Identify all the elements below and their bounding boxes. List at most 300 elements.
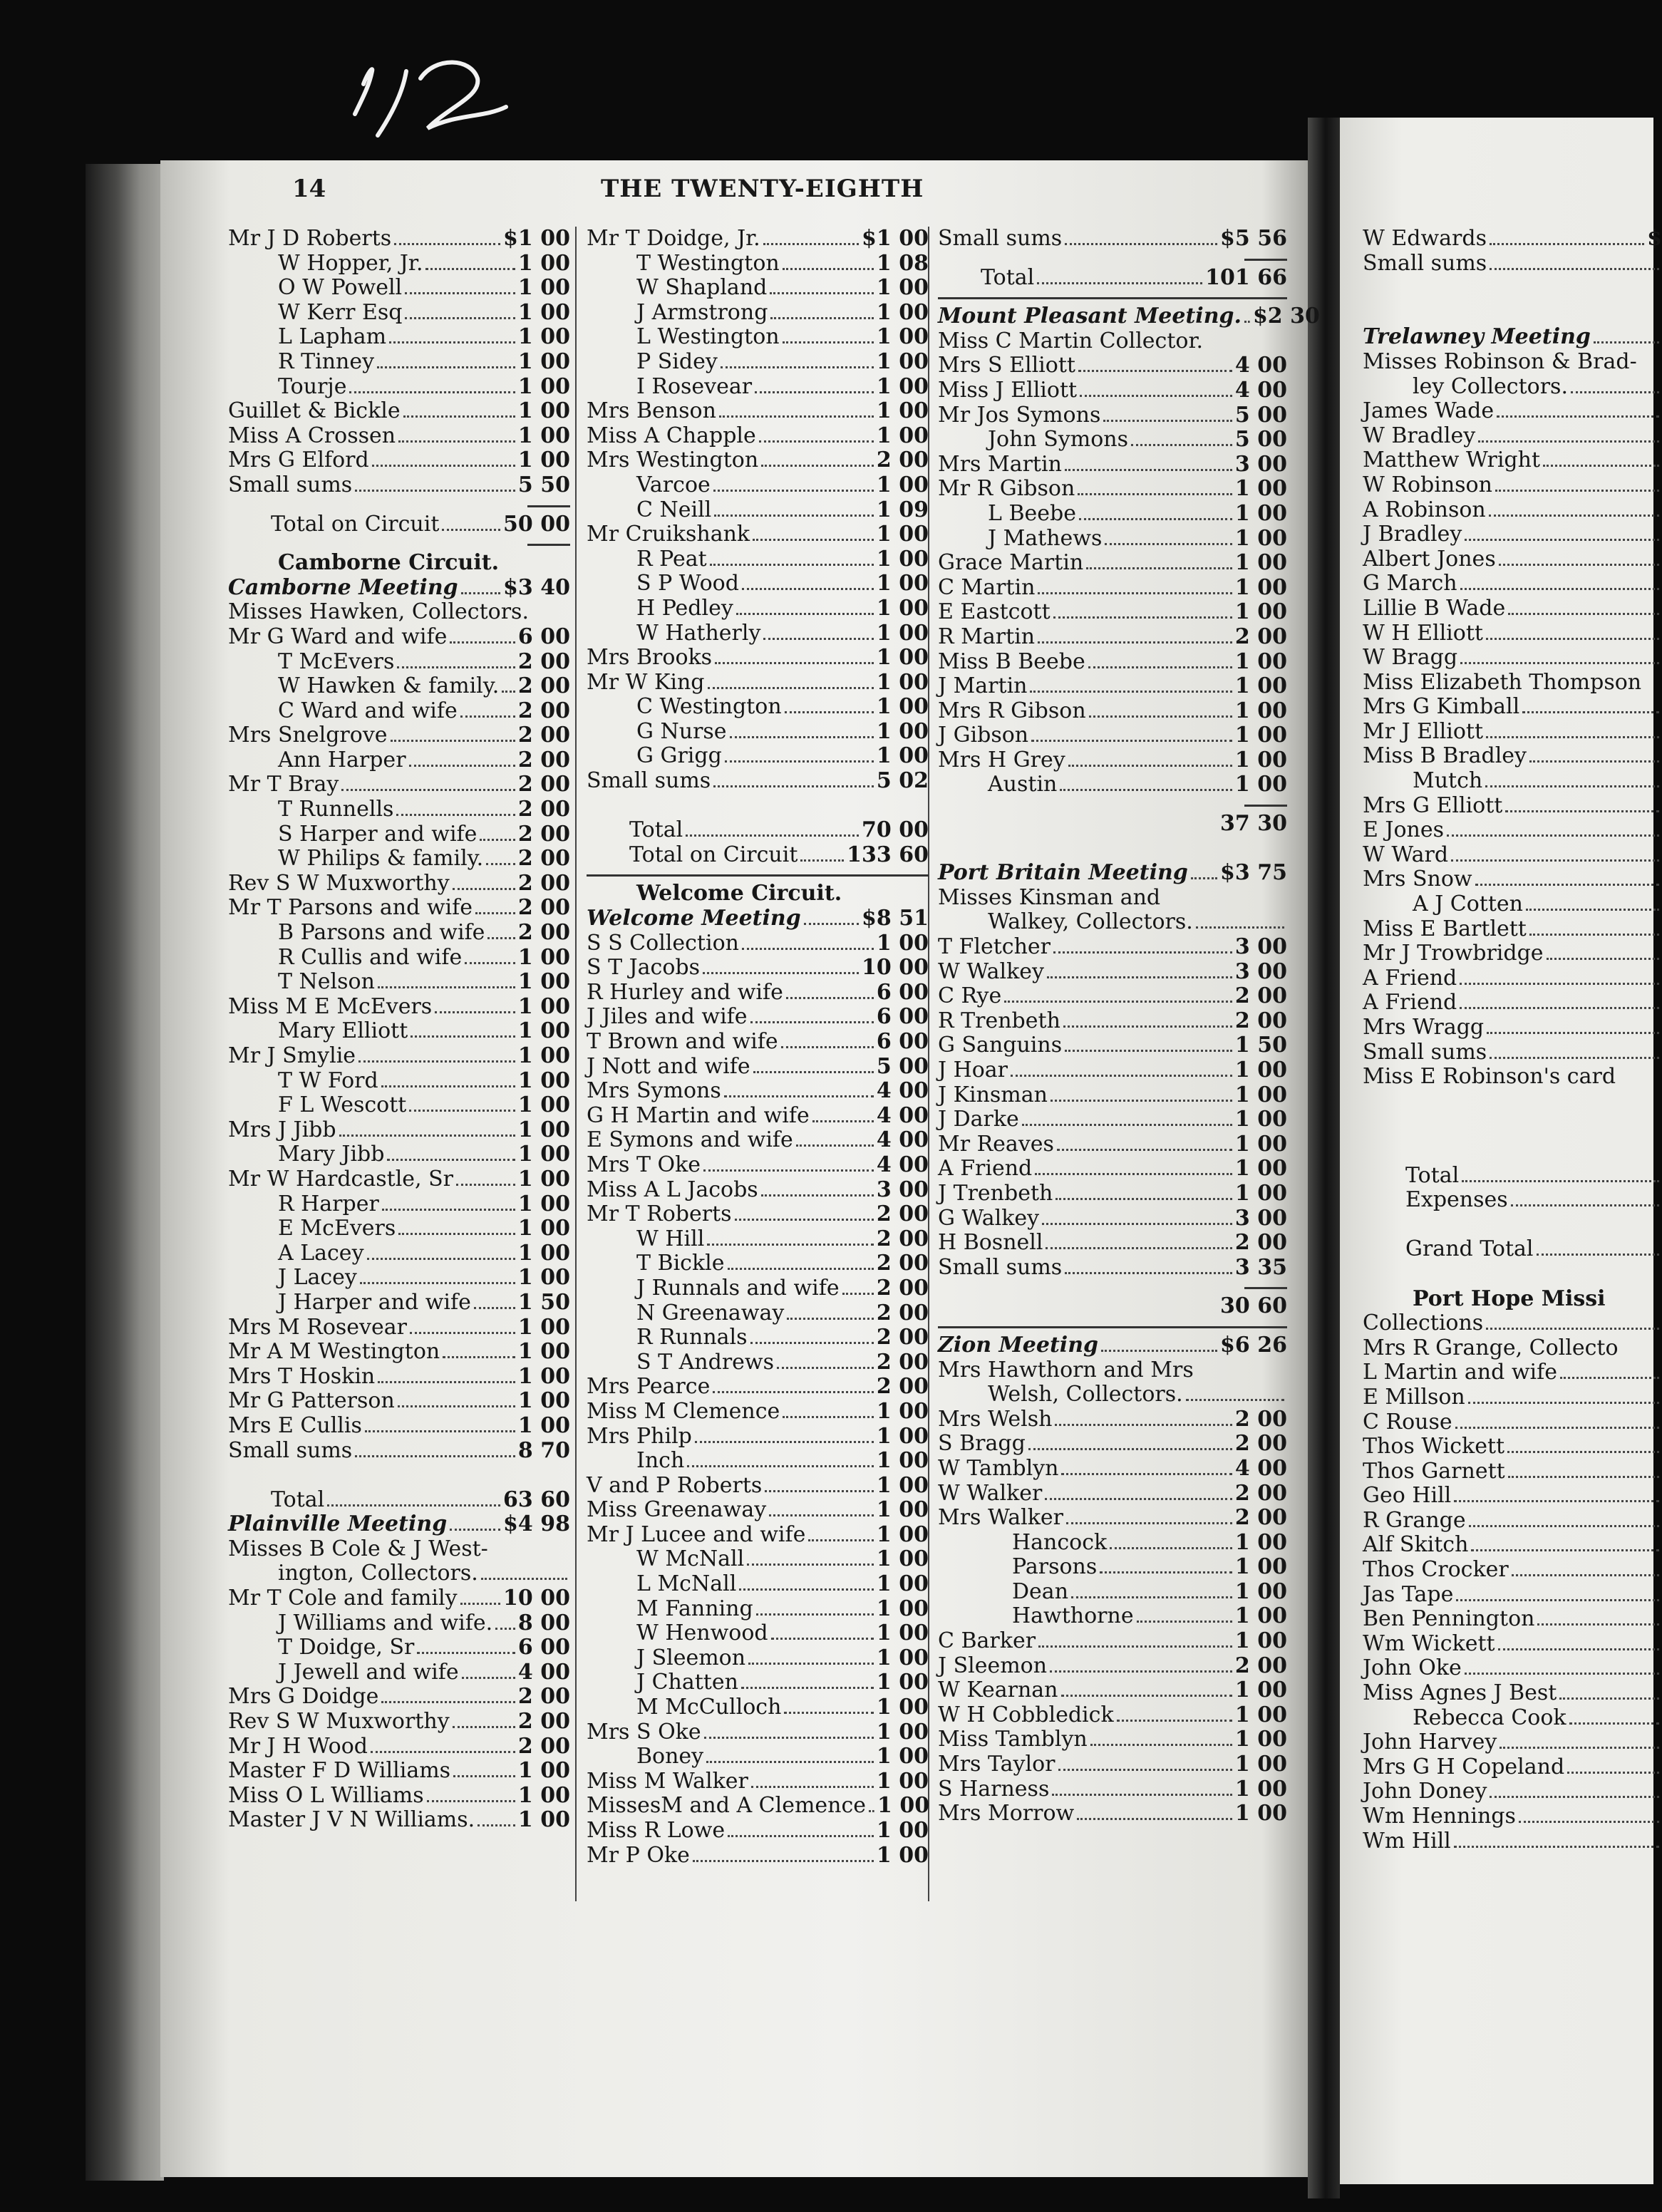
amount: 1 00 [876,1670,929,1695]
entry-row [587,1350,929,1375]
donor-name: Misses B Cole & J West- [228,1536,488,1561]
entry-row [1363,1730,1662,1755]
dot-leader [394,243,500,245]
donor-name: J Jiles and wife [587,1004,748,1030]
donor-name: Mrs G Elford [228,448,369,473]
dot-leader [1117,1720,1232,1722]
dot-leader [1465,1673,1659,1675]
donor-name: Miss Agnes J Best [1363,1680,1557,1706]
dot-leader [1508,1476,1659,1478]
dot-leader [377,366,515,368]
donor-name: Inch [636,1448,685,1474]
dot-leader [427,1800,515,1802]
amount: 1 00 [517,1388,570,1414]
donor-name: W McNall [636,1546,745,1572]
dot-leader [1105,543,1232,545]
dot-leader [706,1761,874,1763]
donor-name: Grand Total [1405,1236,1534,1262]
donor-name: W Bradley [1363,423,1476,448]
entry-row [228,921,570,946]
amount: 2 00 [517,723,570,748]
entry-row [1363,1558,1662,1583]
entry-row [587,424,929,449]
amount: 2 00 [876,1300,929,1325]
entry-row [228,1710,570,1735]
amount: 2 00 [517,747,570,772]
amount: 1 00 [1234,673,1287,699]
donor-name: Mr J Elliott [1363,718,1484,744]
donor-name: S Harper and wife [278,821,478,847]
donor-name: J Harper and wife [278,1289,471,1315]
dot-leader [1103,420,1232,422]
dot-leader [753,539,874,541]
amount: 1 00 [517,944,570,970]
entry-row [587,621,929,646]
donor-name: Camborne Meeting [228,574,458,600]
dot-leader [443,1356,515,1358]
dot-leader [355,490,515,492]
total-rule [938,1280,1287,1294]
entry-row [1363,1385,1662,1410]
donor-name: Mr W King [587,669,705,695]
entry-row [938,1432,1287,1457]
entry-row [1363,448,1662,473]
entry-row [228,1093,570,1118]
dot-leader [783,1416,874,1418]
amount: 3 35 [1234,1254,1287,1280]
donor-name: E Eastcott [938,599,1051,625]
dot-leader [405,317,515,319]
rule-line [1244,1287,1287,1289]
dot-leader [1537,1254,1659,1256]
entry-row [1363,867,1662,892]
donor-name: Mr J D Roberts [228,226,392,251]
dot-leader [748,1663,874,1665]
donor-name: G Nurse [636,718,727,744]
donor-name: Total on Circuit [629,842,798,867]
entry-row [938,960,1287,985]
dot-leader [1038,1645,1232,1648]
entry-row [587,1670,929,1695]
donor-name: Miss A Chapple [587,423,756,448]
donor-name: W Henwood [636,1621,768,1646]
total-row [587,818,929,843]
dot-leader [1490,1057,1659,1059]
amount: 1 00 [876,546,929,572]
entry-row [587,301,929,326]
entry-row [587,1005,929,1030]
total-row [1363,1164,1662,1189]
amount: 1 00 [1234,1678,1287,1703]
amount: 1 00 [1234,1554,1287,1580]
amount: $1 00 [503,226,570,251]
entry-row [228,1142,570,1167]
donor-name: J Runnals and wife [636,1275,840,1301]
donor-name: G H Martin and wife [587,1102,810,1128]
amount: 1 00 [517,969,570,995]
dot-leader [1086,567,1232,569]
dot-leader [465,962,515,964]
dot-leader [1053,616,1232,619]
dot-leader [730,736,874,738]
amount: $3 40 [503,574,570,600]
amount: 1 00 [876,324,929,350]
dot-leader [1569,1722,1659,1725]
total-rule [938,1319,1287,1333]
entry-row [938,1033,1287,1058]
entry-row [587,1425,929,1449]
entry-row [587,227,929,252]
entry-row [228,375,570,400]
dot-leader [1066,1522,1232,1524]
entry-row [938,650,1287,675]
donor-name: R Peat [636,546,707,572]
entry-row [587,1621,929,1646]
donor-name: Mrs G Doidge [228,1684,379,1710]
entry-row [587,572,929,596]
donor-name: Mrs Hawthorn and Mrs [938,1357,1194,1382]
amount: 1 00 [1234,1131,1287,1157]
entry-row [1363,1681,1662,1706]
dot-leader [411,1035,515,1038]
dot-leader [1487,1032,1659,1034]
entry-row [938,723,1287,748]
entry-row [938,1407,1287,1432]
donor-name: Mr P Oke [587,1842,690,1868]
donor-name: B Parsons and wife [278,920,485,946]
entry-row [228,1192,570,1217]
amount: 1 00 [1234,1801,1287,1826]
donor-name: C Rye [938,983,1002,1009]
donor-name: M McCulloch [636,1695,782,1720]
dot-leader [442,529,500,531]
donor-name: Trelawney Meeting [1363,324,1591,350]
donor-name: W Robinson [1363,472,1492,497]
donor-name: S T Andrews [636,1349,774,1375]
amount: 3 00 [1234,1205,1287,1231]
donor-name: Mrs Martin [938,451,1062,477]
donor-name: R Trenbeth [938,1008,1060,1033]
collector-line [1363,1336,1662,1361]
entry-row [938,1382,1287,1407]
dot-leader [1486,736,1659,738]
donor-name: Varcoe [636,472,711,497]
donor-name: Total [981,264,1035,290]
entry-row [587,1474,929,1499]
entry-row [938,1132,1287,1157]
dot-leader [735,1219,874,1221]
donor-name: Thos Wickett [1363,1434,1505,1459]
donor-name: W Edwards [1363,226,1487,251]
donor-name: Mr Cruikshank [587,522,750,547]
entry-row [938,1777,1287,1802]
subscription-column-2 [587,227,929,1868]
donor-name: Mary Elliott [278,1018,408,1044]
donor-name: Total [629,817,683,843]
donor-name: L Beebe [988,500,1076,526]
amount: 2 00 [1234,1008,1287,1033]
donor-name: S Harness [938,1776,1050,1802]
donor-name: J Chatten [636,1670,738,1695]
donor-name: T McEvers [278,648,395,674]
amount: 1 00 [517,1117,570,1142]
donor-name: O W Powell [278,275,403,301]
dot-leader [1089,715,1232,718]
donor-name: Mrs J Jibb [228,1117,336,1142]
donor-name: Mrs Westington [587,448,759,473]
amount: 2 00 [876,1226,929,1251]
amount: 1 00 [876,1472,929,1498]
dot-leader [1460,983,1659,985]
donor-name: Miss O L Williams [228,1782,424,1808]
dot-leader [1191,877,1217,879]
amount: 1 00 [1234,698,1287,723]
amount: 1 00 [876,620,929,646]
amount: 1 00 [876,1621,929,1646]
donor-name: Welcome Circuit. [636,881,842,906]
entry-row [1363,473,1662,498]
dot-leader [771,1638,874,1640]
donor-name: Mrs Taylor [938,1752,1055,1777]
dot-leader [502,691,515,693]
amount: $6 26 [1220,1332,1287,1358]
donor-name: Rebecca Cook [1413,1705,1566,1730]
amount: 5 50 [517,472,570,497]
donor-name: Rev S W Muxworthy [228,870,450,896]
rule-line [527,505,570,507]
entry-row [228,1735,570,1759]
donor-name: Albert Jones [1363,546,1496,572]
amount: 37 30 [1220,811,1287,837]
page-number: 14 [292,175,326,203]
entry-row [938,1231,1287,1256]
entry-row [228,276,570,301]
donor-name: Alf Skitch [1363,1532,1469,1558]
amount: 2 00 [1234,983,1287,1009]
dot-leader [1068,765,1232,767]
dot-leader [1077,1818,1232,1820]
dot-leader [1101,1350,1217,1352]
collector-line [938,886,1287,911]
entry-row [587,1055,929,1080]
dot-leader [1468,1402,1659,1404]
amount: 4 00 [1234,353,1287,378]
amount: $2 30 [1252,304,1320,329]
donor-name: Mr Jos Symons [938,402,1101,428]
entry-row [587,375,929,400]
amount: 1 00 [517,1782,570,1808]
donor-name: Mr T Bray [228,772,339,797]
donor-name: R Cullis and wife [278,944,463,970]
donor-name: R Harper [278,1191,379,1216]
dot-leader [1038,641,1232,644]
entry-row [1363,1607,1662,1632]
entry-row [587,720,929,745]
amount: 1 00 [876,1818,929,1843]
donor-name: W Hill [636,1226,705,1251]
amount: 2 00 [517,1684,570,1710]
dot-leader [751,1786,874,1788]
entry-row [587,522,929,547]
dot-leader [1053,951,1232,953]
donor-name: John Symons [988,427,1128,453]
amount: 1 00 [517,1018,570,1044]
amount: 1 00 [517,1314,570,1340]
dot-leader [1037,282,1202,284]
donor-name: W Kerr Esq [278,299,403,325]
donor-name: W Ward [1363,842,1449,867]
blank-line [1363,301,1662,326]
entry-row [587,350,929,375]
entry-row [1363,596,1662,621]
rule-line [938,1326,1287,1328]
collector-line [1363,1065,1662,1090]
dot-leader [750,1342,874,1344]
donor-name: Miss M E McEvers [228,993,433,1019]
donor-name: Master J V N Williams. [228,1807,475,1833]
dot-leader [686,834,859,837]
running-head: THE TWENTY-EIGHTH [601,175,924,203]
dot-leader [759,440,874,443]
amount: 1 00 [1234,747,1287,772]
donor-name: Miss E Robinson's card [1363,1064,1616,1090]
dot-leader [784,1712,873,1714]
donor-name: W H Elliott [1363,620,1483,646]
donor-name: Mrs Benson [587,398,716,424]
entry-row [1363,1484,1662,1509]
amount: 1 00 [1234,476,1287,502]
dot-leader [486,863,515,865]
dot-leader [1475,884,1659,886]
dot-leader [747,1564,874,1566]
donor-name: Small sums [938,226,1063,251]
donor-name: C Martin [938,574,1036,600]
entry-row [1363,1459,1662,1484]
dot-leader [1498,1648,1659,1650]
entry-row [1363,1779,1662,1804]
entry-row [228,301,570,326]
dot-leader [1511,1204,1659,1206]
dot-leader [410,1332,515,1334]
entry-row [228,995,570,1020]
donor-name: J Darke [938,1107,1019,1132]
dot-leader [378,1381,515,1383]
dot-leader [450,1529,500,1531]
amount: 1 00 [517,1216,570,1241]
donor-name: W Philips & family. [278,846,484,872]
amount: 1 50 [517,1289,570,1315]
amount: 2 00 [876,1251,929,1276]
dot-leader [378,986,515,988]
donor-name: G Grigg [636,743,722,769]
donor-name: Miss Greenaway [587,1497,767,1523]
dot-leader [381,1085,515,1087]
dot-leader [728,1835,874,1837]
amount: 1 00 [1234,1082,1287,1107]
amount: 5 00 [1234,427,1287,453]
dot-leader [713,1391,874,1393]
amount: 3 00 [876,1177,929,1202]
donor-name: W Kearnan [938,1678,1058,1703]
donor-name: C Rouse [1363,1409,1452,1435]
donor-name: Wm Hennings [1363,1804,1516,1829]
entry-row [1363,991,1662,1015]
dot-leader [1547,958,1659,960]
entry-row [938,600,1287,625]
dot-leader [1028,1448,1232,1450]
column-rule [575,227,577,1901]
donor-name: Mrs Wragg [1363,1015,1485,1040]
meeting-row [938,304,1320,329]
entry-row [938,1083,1287,1108]
donor-name: Mr G Ward and wife [228,624,448,649]
entry-row [228,1365,570,1390]
entry-row [587,1400,929,1425]
dot-leader [339,1135,515,1137]
page-gutter [1308,118,1340,2198]
dot-leader [435,1011,515,1013]
amount: $1 00 [862,226,929,251]
dot-leader [1559,1697,1659,1700]
dot-leader [1512,1574,1659,1576]
entry-row [587,931,929,956]
total-row [228,1488,570,1513]
dot-leader [1462,1180,1659,1182]
entry-row [587,1276,929,1301]
donor-name: Wm Hill [1363,1828,1451,1854]
dot-leader [842,1293,874,1295]
dot-leader [1519,1821,1659,1823]
entry-row [938,378,1287,403]
entry-row [587,646,929,671]
entry-row [1363,1632,1662,1657]
dot-leader [763,243,859,245]
rule-line [1244,259,1287,261]
dot-leader [1022,1124,1232,1126]
amount: 6 00 [517,624,570,649]
amount: 8 00 [517,1610,570,1635]
dot-leader [398,1233,515,1235]
amount: 1 00 [1234,1156,1287,1182]
dot-leader [736,613,874,615]
entry-row [587,1819,929,1844]
dot-leader [1035,1173,1232,1175]
donor-name: Rev S W Muxworthy [228,1709,450,1735]
entry-row [587,1301,929,1326]
dot-leader [1196,926,1284,929]
donor-name: S S Collection [587,930,739,956]
donor-name: Mrs Welsh [938,1406,1053,1432]
amount: 1 00 [1234,1058,1287,1082]
dot-leader [714,515,874,517]
entry-row [228,872,570,896]
donor-name: A Friend [1363,965,1457,991]
entry-row [587,547,929,572]
entry-row [938,576,1287,601]
dot-leader [1100,1571,1232,1573]
dot-leader [1078,493,1232,495]
dot-leader [1079,518,1232,520]
donor-name: S Bragg [938,1431,1026,1457]
entry-row [228,424,570,449]
entry-row [228,448,570,473]
entry-row [587,1547,929,1572]
dot-leader [1050,1670,1232,1673]
dot-leader [1490,268,1659,270]
entry-row [228,1216,570,1241]
amount: 1 00 [876,645,929,671]
entry-row [228,748,570,773]
